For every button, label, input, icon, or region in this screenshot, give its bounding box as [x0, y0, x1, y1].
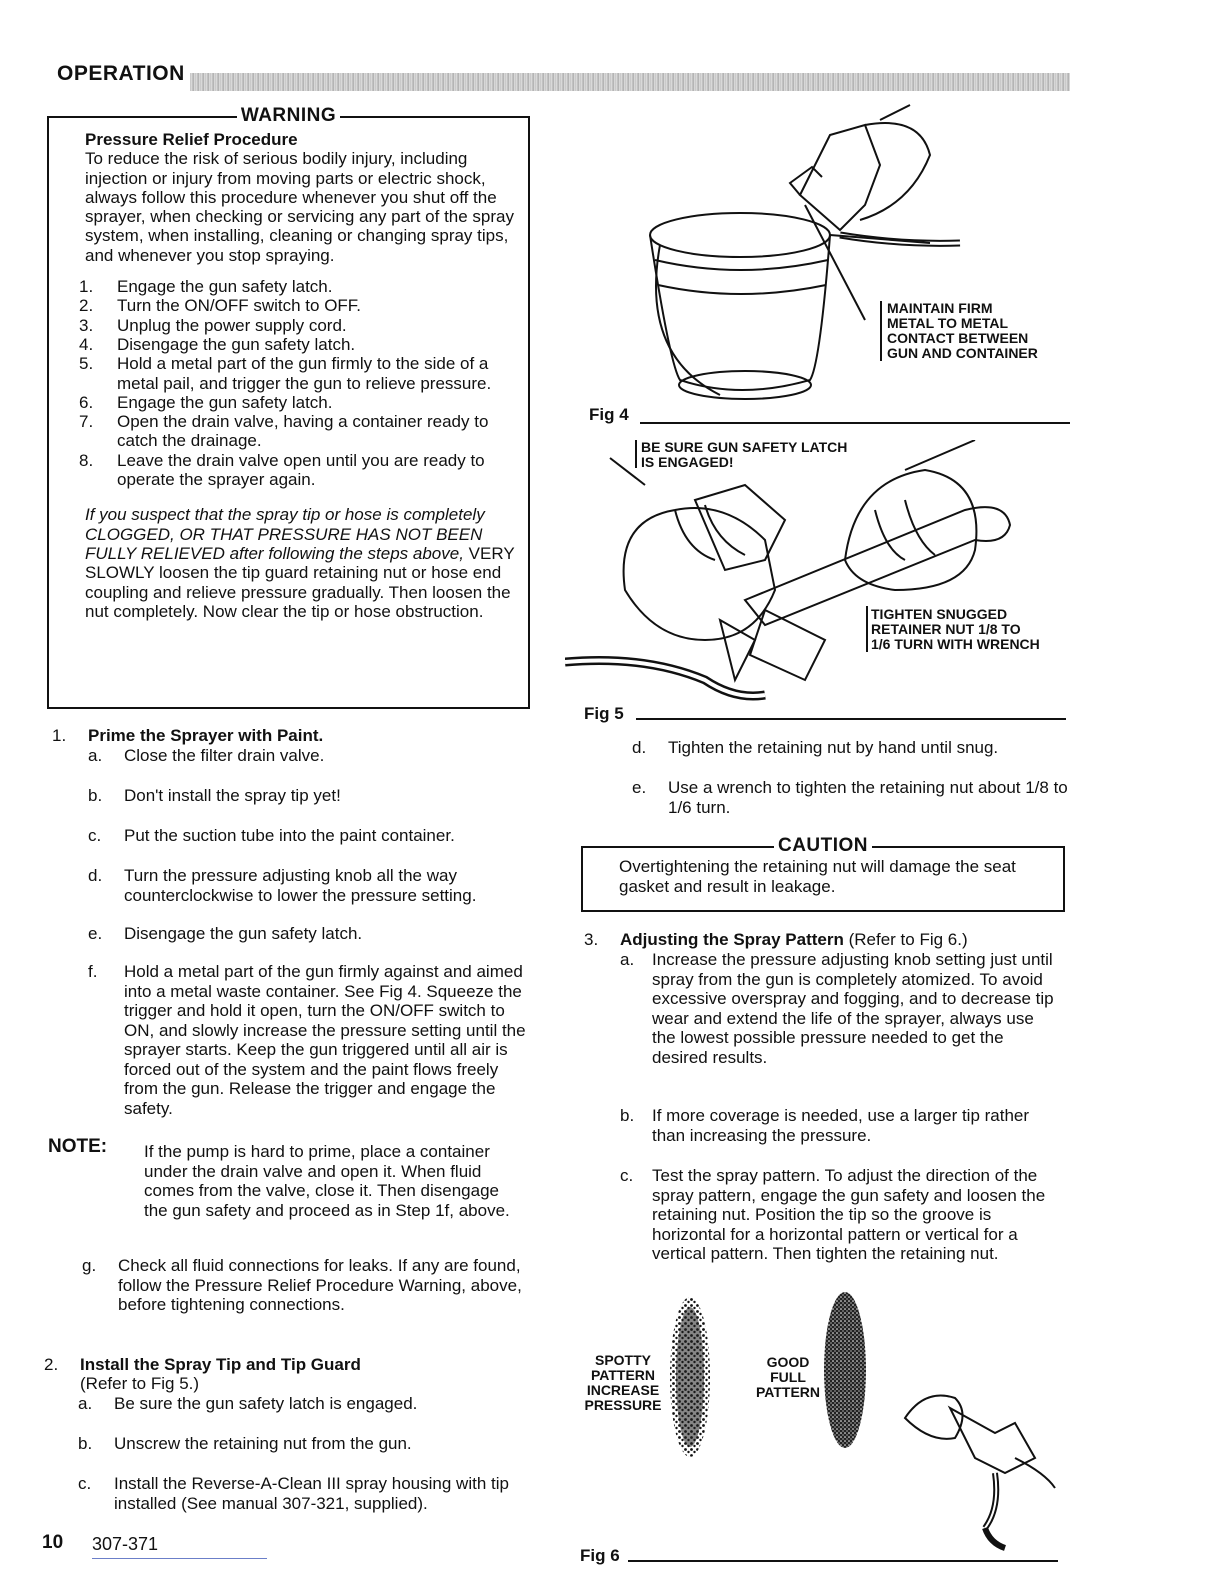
note-label: NOTE:	[48, 1136, 108, 1157]
list-item: 8. Leave the drain valve open until you are ready to operate the sprayer again.	[79, 450, 485, 490]
footer-rule	[92, 1558, 267, 1559]
clog-paragraph: If you suspect that the spray tip or hose is completely CLOGGED, OR THAT PRESSURE HAS NOT BEEN FULLY RELIEVED after following the steps above, VERY SLOWLY loosen the tip guard retaining nut or hose end coupling and relieve pressure gradually. Then loosen the nut completely. Now clear the tip or hose obstruction.	[85, 505, 515, 621]
step-1e: Disengage the gun safety latch.	[124, 924, 363, 943]
step-2e: Use a wrench to tighten the retaining nut about 1/8 to 1/6 turn.	[668, 778, 1068, 817]
step-1c: Put the suction tube into the paint container.	[124, 826, 455, 845]
step-1d: Turn the pressure adjusting knob all the way counterclockwise to lower the pressure setting.	[124, 866, 477, 905]
fig4-illustration	[600, 95, 1070, 415]
list-item: 7. Open the drain valve, having a container ready to catch the drainage.	[79, 412, 489, 451]
list-item: 3. Unplug the power supply cord.	[79, 315, 347, 335]
list-item: 6. Engage the gun safety latch.	[79, 392, 333, 412]
fig4-callout: MAINTAIN FIRM METAL TO METAL CONTACT BETWEEN GUN AND CONTAINER	[887, 300, 1038, 361]
good-pattern	[824, 1292, 866, 1448]
caution-heading: CAUTION	[774, 835, 872, 856]
fig6-rule	[628, 1560, 1058, 1562]
doc-number: 307-371	[92, 1534, 159, 1554]
section-2-title: Install the Spray Tip and Tip Guard	[80, 1355, 361, 1374]
page-number: 10	[42, 1532, 64, 1553]
section-3-ref: (Refer to Fig 6.)	[843, 930, 968, 949]
fig4-label: Fig 4	[589, 405, 629, 424]
step-2d: Tighten the retaining nut by hand until snug.	[668, 738, 999, 757]
caution-text: Overtightening the retaining nut will damage the seat gasket and result in leakage.	[619, 857, 1016, 896]
warning-intro: To reduce the risk of serious bodily injury, including injection or injury from moving parts or electric shock, always follow this procedure whenever you shut off the sprayer, when checking or servicing any part of the spray system, when installing, cleaning or changing spray tips, and whenever you stop spraying.	[85, 149, 514, 265]
note-text: If the pump is hard to prime, place a container under the drain valve and open it. When fluid comes from the valve, close it. Then disengage the gun safety and proceed as in Step 1f, above.	[144, 1142, 510, 1220]
list-item: 2. Turn the ON/OFF switch to OFF.	[79, 296, 362, 316]
fig6-good-label: GOOD FULL PATTERN	[755, 1354, 821, 1400]
step-1f: Hold a metal part of the gun firmly against and aimed into a metal waste container. See Fig 4. Squeeze the trigger and hold it open, turn the ON/OFF switch to ON, and slowly increase the pressure setting until the sprayer starts. Keep the gun triggered until all air is forced out of the system and the paint flows freely from the gun. Release the trigger and engage the safety.	[124, 962, 526, 1118]
section-2-number: 2.	[44, 1355, 59, 1374]
list-item: 1. Engage the gun safety latch.	[79, 277, 333, 297]
step-2b: Unscrew the retaining nut from the gun.	[114, 1434, 412, 1453]
step-1b: Don't install the spray tip yet!	[124, 786, 341, 805]
warning-steps	[79, 277, 515, 490]
fig5-callout-top: BE SURE GUN SAFETY LATCH IS ENGAGED!	[641, 439, 848, 470]
header-rule	[190, 73, 1070, 91]
step-3c: Test the spray pattern. To adjust the direction of the spray pattern, engage the gun safety and loosen the retaining nut. Position the tip so the groove is horizontal for a horizontal pattern or vertical for a vertical pattern. Then tighten the retaining nut.	[652, 1166, 1046, 1263]
section-1-number: 1.	[52, 726, 67, 745]
list-item: 4. Disengage the gun safety latch.	[79, 334, 356, 354]
step-3a: Increase the pressure adjusting knob setting just until spray from the gun is completely atomized. To avoid excessive overspray and fogging, and to decrease tip wear and extend the life of the sprayer, always use the lowest possible pressure needed to get the desired results.	[652, 950, 1054, 1067]
list-item: 5. Hold a metal part of the gun firmly to the side of a metal pail, and trigger the gun to relieve pressure.	[79, 354, 492, 393]
caution-box	[581, 835, 1065, 912]
section-2-ref: (Refer to Fig 5.)	[80, 1374, 200, 1393]
section-title: OPERATION	[57, 62, 185, 85]
fig6-gun-illustration	[895, 1378, 1065, 1553]
fig5-callout-right: TIGHTEN SNUGGED RETAINER NUT 1/8 TO 1/6 TURN WITH WRENCH	[871, 606, 1040, 652]
step-2c: Install the Reverse-A-Clean III spray housing with tip installed (See manual 307-321, supplied).	[114, 1474, 509, 1513]
fig4-callout-bracket	[880, 301, 882, 361]
step-2a: Be sure the gun safety latch is engaged.	[114, 1394, 418, 1413]
fig6-label: Fig 6	[580, 1546, 620, 1565]
fig6-spotty-label: SPOTTY PATTERN INCREASE PRESSURE	[584, 1352, 662, 1413]
step-1a: Close the filter drain valve.	[124, 746, 325, 765]
section-3-number: 3.	[584, 930, 599, 949]
fig5-right-bracket	[866, 606, 868, 652]
warning-box	[47, 105, 530, 709]
fig5-label: Fig 5	[584, 704, 624, 723]
step-3b: If more coverage is needed, use a larger tip rather than increasing the pressure.	[652, 1106, 1030, 1145]
fig5-rule	[636, 718, 1066, 720]
step-1g: Check all fluid connections for leaks. If any are found, follow the Pressure Relief Procedure Warning, above, before tightening connections.	[118, 1256, 522, 1314]
fig4-rule	[640, 422, 1070, 424]
section-3-title: Adjusting the Spray Pattern	[620, 930, 844, 949]
section-1-title: Prime the Sprayer with Paint.	[88, 726, 324, 745]
warning-subheading: Pressure Relief Procedure	[85, 130, 298, 149]
warning-heading: WARNING	[237, 105, 340, 126]
fig5-illustration	[565, 440, 1065, 710]
